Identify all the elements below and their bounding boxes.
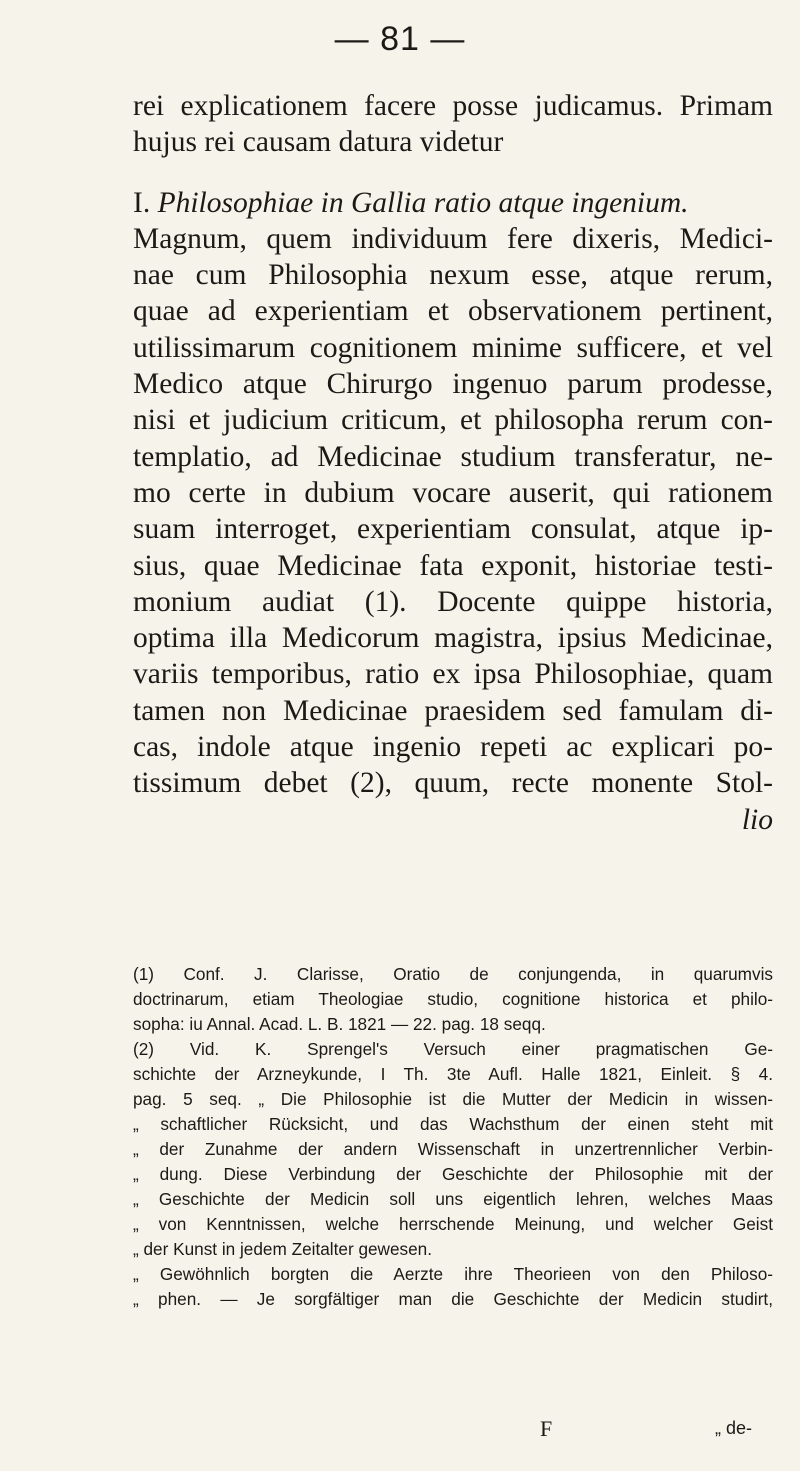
footnote-line: „ von Kenntnissen, welche herrschende Meinung, und welcher Geist [133,1214,773,1234]
text-line: Medico atque Chirurgo ingenuo parum prodesse, [133,368,773,401]
catchword: „ de- [715,1418,753,1438]
carry-word: lio [741,803,773,836]
text-line: nisi et judicium criticum, et philosopha rerum con- [133,404,773,437]
signature-mark: F [540,1416,553,1441]
text-line: mo certe in dubium vocare auserit, qui rationem [133,476,773,509]
footnote-line: „ der Kunst in jedem Zeitalter gewesen. [133,1239,433,1259]
text-line: tamen non Medicinae praesidem sed famulam di- [133,694,773,727]
text-line: nae cum Philosophia nexum esse, atque rerum, [133,259,773,292]
footnote-line: „ Geschichte der Medicin soll uns eigentlich lehren, welches Maas [133,1189,773,1209]
text-line: templatio, ad Medicinae studium transferatur, ne- [133,440,773,473]
text-line: monium audiat (1). Docente quippe historia, [133,585,773,618]
footnote-line: doctrinarum, etiam Theologiae studio, cognitione historica et philo- [133,989,773,1009]
section-numeral: I. [133,186,151,219]
text-line: tissimum debet (2), quum, recte monente Stol- [133,767,773,800]
text-line: suam interroget, experientiam consulat, atque ip- [133,513,773,546]
text-line: optima illa Medicorum magistra, ipsius Medicinae, [133,622,773,655]
footnote-line: „ phen. — Je sorgfältiger man die Geschichte der Medicin studirt, [133,1289,773,1309]
footnote-line: „ der Zunahme der andern Wissenschaft in unzertrennlicher Verbin- [133,1139,773,1159]
text-line: sius, quae Medicinae fata exponit, historiae testi- [133,549,773,582]
text-line: quae ad experientiam et observationem pertinent, [133,295,773,328]
text-line: hujus rei causam datura videtur [133,126,504,159]
text-line: cas, indole atque ingenio repeti ac explicari po- [133,731,773,764]
section-heading [133,185,773,221]
footnotes [133,962,773,1312]
text-line: Magnum, quem individuum fere dixeris, Medici- [133,222,773,255]
footnote-line: „ schaftlicher Rücksicht, und das Wachsthum der einen steht mit [133,1114,773,1134]
footnote-line: (1) Conf. J. Clarisse, Oratio de conjungenda, in quarumvis [133,964,773,984]
page-number: — 81 — [334,20,466,58]
section-title: Philosophiae in Gallia ratio atque ingenium. [157,186,689,219]
footnote-line: pag. 5 seq. „ Die Philosophie ist die Mutter der Medicin in wissen- [133,1089,773,1109]
body-text [133,88,773,838]
footnote-line: sopha: iu Annal. Acad. L. B. 1821 — 22. pag. 18 seqq. [133,1014,546,1034]
text-line: variis temporibus, ratio ex ipsa Philosophiae, quam [133,658,773,691]
footnote-line: (2) Vid. K. Sprengel's Versuch einer pragmatischen Ge- [133,1039,773,1059]
text-line: utilissimarum cognitionem minime sufficere, et vel [133,331,773,364]
footnote-line: „ Gewöhnlich borgten die Aerzte ihre Theorieen von den Philoso- [133,1264,773,1284]
footnote-line: schichte der Arzneykunde, I Th. 3te Aufl. Halle 1821, Einleit. § 4. [133,1064,773,1084]
footnote-line: „ dung. Diese Verbindung der Geschichte der Philosophie mit der [133,1164,773,1184]
text-line: rei explicationem facere posse judicamus. Primam [133,90,773,122]
